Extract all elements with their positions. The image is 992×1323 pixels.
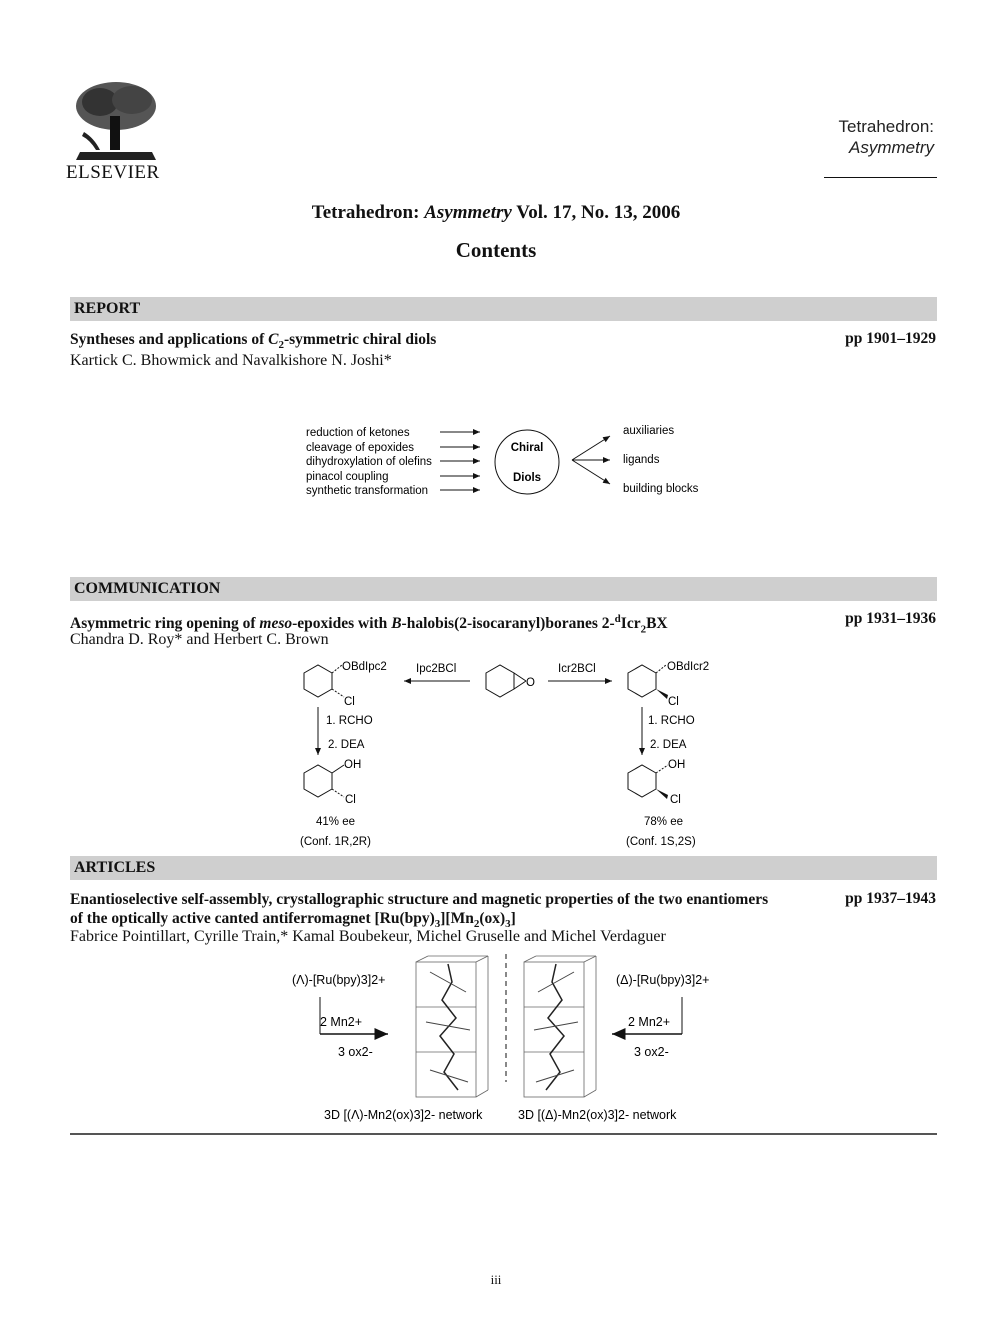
left-reagent: Ipc2BCl: [416, 663, 457, 675]
article2-title-meso: meso: [259, 615, 293, 633]
right-product-ring: [628, 665, 656, 697]
right-mn: 2 Mn2+: [628, 1015, 671, 1029]
article2-authors: Chandra D. Roy* and Herbert C. Brown: [70, 631, 329, 648]
left-halohydrin-ring: [304, 765, 332, 797]
left-step1: 1. RCHO: [326, 715, 373, 727]
article2-pages: pp 1931–1936: [845, 610, 936, 627]
left-ox: 3 ox2-: [338, 1045, 373, 1059]
scheme1-center-bottom: Diols: [512, 472, 542, 484]
page-title: Contents: [455, 238, 537, 262]
right-step1: 1. RCHO: [648, 715, 695, 727]
article1-authors: Kartick C. Bhowmick and Navalkishore N. Joshi*: [70, 352, 392, 369]
scheme1-input: pinacol coupling: [306, 471, 389, 483]
bottom-rule: [70, 1133, 937, 1135]
left-mn: 2 Mn2+: [320, 1015, 363, 1029]
article3-title-d: ]: [510, 910, 516, 927]
scheme1-output: auxiliaries: [623, 425, 675, 437]
article3-authors: Fabrice Pointillart, Cyrille Train,* Kamal Boubekeur, Michel Gruselle and Michel Verdaguer: [70, 928, 666, 945]
section-articles: ARTICLES: [70, 856, 937, 880]
article2-scheme: [290, 655, 730, 855]
scheme1-out-arrow: [572, 436, 610, 460]
article2-title-sub: 2: [640, 623, 647, 636]
issue-prefix: Tetrahedron:: [311, 202, 425, 223]
scheme1-input: dihydroxylation of olefins: [306, 456, 432, 468]
right-reagent: Icr2BCl: [558, 663, 596, 675]
right-step2: 2. DEA: [650, 739, 687, 751]
left-cl-bond: [332, 789, 344, 797]
article2-title-b: -epoxides with: [292, 615, 392, 633]
journal-name-line2: Asymmetry: [849, 138, 934, 157]
article3-title-sub2: 2: [473, 918, 480, 931]
right-crystal-structure: [524, 956, 596, 1097]
left-bond: [332, 665, 342, 673]
scheme1-center-circle: [495, 430, 559, 494]
scheme1-output: building blocks: [623, 483, 699, 495]
right-wedge: [656, 689, 668, 699]
left-cl: Cl: [345, 794, 356, 806]
right-bond: [656, 665, 666, 673]
right-complex: (Δ)-[Ru(bpy)3]2+: [616, 973, 710, 987]
article1-pages: pp 1901–1929: [845, 330, 936, 347]
scheme1-output: ligands: [623, 454, 660, 466]
right-ox: 3 ox2-: [634, 1045, 669, 1059]
article3-title-c: (ox): [479, 910, 506, 927]
article2-title-e: BX: [646, 615, 668, 633]
epoxide-ring: [486, 665, 514, 697]
article3-title-a: of the optically active canted antiferromagnet [Ru(bpy): [70, 910, 435, 927]
epoxide-bond: [514, 681, 526, 689]
epoxide-bond: [514, 673, 526, 681]
scheme1-out-arrow: [572, 460, 610, 484]
article3-title-sub3: 3: [505, 918, 511, 931]
article1-title-b: -symmetric chiral diols: [283, 331, 437, 348]
left-product-ring: [304, 665, 332, 697]
article3-pages: pp 1937–1943: [845, 890, 936, 907]
left-crystal-structure: [416, 956, 488, 1097]
right-top-cl: Cl: [668, 696, 679, 708]
journal-name: [839, 116, 934, 158]
section-communication: COMMUNICATION: [70, 577, 937, 601]
article3-title-b: ][Mn: [440, 910, 474, 927]
left-top-cl: Cl: [344, 696, 355, 708]
right-conf: (Conf. 1S,2S): [626, 836, 696, 848]
scheme1-center-top: Chiral: [510, 442, 544, 454]
scheme1-input: cleavage of epoxides: [306, 442, 415, 454]
issue-suffix: Vol. 17, No. 13, 2006: [511, 202, 681, 223]
page-number: iii: [490, 1272, 502, 1287]
article1-title-a: Syntheses and applications of: [70, 331, 269, 348]
article2-title-B: B: [391, 615, 402, 633]
article1-title-sub: 2: [278, 339, 284, 352]
article3-title-line1: Enantioselective self-assembly, crystallographic structure and magnetic properties of the two enantiomers: [70, 891, 769, 908]
journal-name-line1: Tetrahedron:: [838, 117, 934, 136]
right-top-substituent: OBdIcr2: [667, 661, 710, 673]
right-network: 3D [(Δ)-Mn2(ox)3]2- network: [518, 1108, 677, 1122]
left-oh-bond: [332, 765, 344, 773]
article2-title-a: Asymmetric ring opening of: [70, 615, 260, 633]
section-report: REPORT: [70, 297, 937, 321]
left-network: 3D [(Λ)-Mn2(ox)3]2- network: [324, 1108, 483, 1122]
left-complex: (Λ)-[Ru(bpy)3]2+: [292, 973, 386, 987]
left-step2: 2. DEA: [328, 739, 365, 751]
article2-title-sup: d: [614, 613, 621, 625]
article3-scheme: [280, 952, 730, 1128]
elsevier-tree-logo: [70, 80, 162, 162]
right-halohydrin-ring: [628, 765, 656, 797]
right-oh-bond: [656, 765, 668, 773]
article2-title-c: -halobis(2-isocaranyl)boranes 2-: [401, 615, 615, 633]
epoxide-oxygen: O: [526, 677, 535, 689]
right-cl: Cl: [670, 794, 681, 806]
journal-rule: [824, 177, 937, 178]
article1-scheme: [300, 418, 720, 508]
issue-title: [0, 202, 992, 224]
right-ee: 78% ee: [644, 816, 684, 828]
article1-title-c: C: [268, 331, 279, 348]
scheme1-input: reduction of ketones: [306, 427, 410, 439]
right-cl-wedge: [656, 789, 668, 799]
left-conf: (Conf. 1R,2R): [300, 836, 371, 848]
left-ee: 41% ee: [316, 816, 356, 828]
left-top-substituent: OBdIpc2: [342, 661, 387, 673]
article2-title-d: Icr: [620, 615, 641, 633]
left-bond: [332, 689, 344, 697]
scheme1-input: synthetic transformation: [306, 485, 429, 497]
right-oh: OH: [668, 759, 686, 771]
issue-italic: Asymmetry: [424, 202, 512, 223]
publisher-name: ELSEVIER: [66, 162, 160, 183]
article3-title-sub1: 3: [434, 918, 441, 931]
left-oh: OH: [344, 759, 362, 771]
